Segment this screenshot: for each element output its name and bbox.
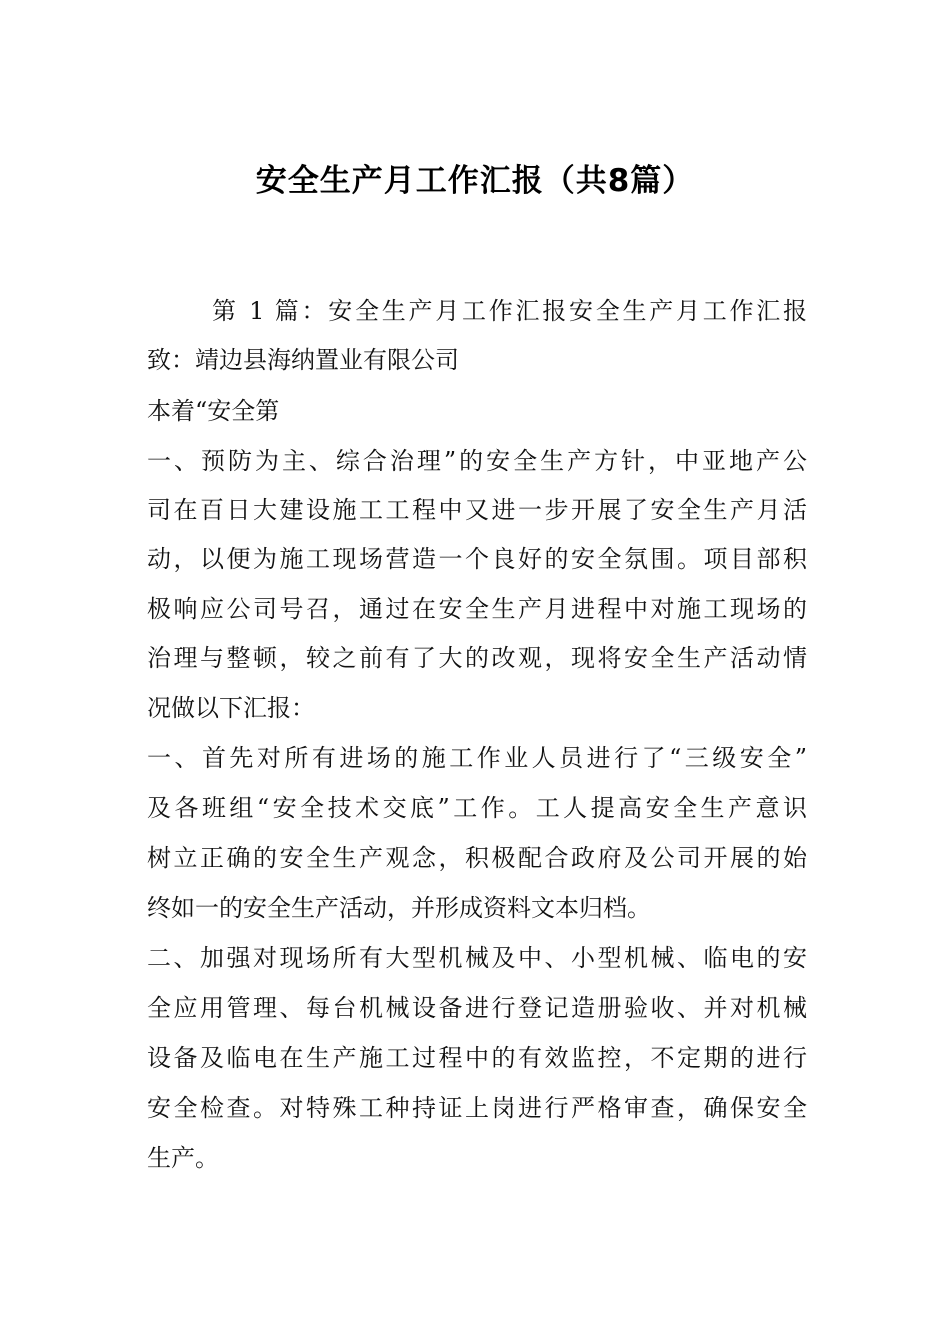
paragraph-line: 动，以便为施工现场营造一个良好的安全氛围。项目部积: [147, 545, 807, 573]
paragraph-line: 一、预防为主、综合治理”的安全生产方针，中亚地产公: [147, 447, 807, 475]
paragraph-line: 安全检查。对特殊工种持证上岗进行严格审查，确保安全: [147, 1094, 807, 1122]
paragraph-line: 二、加强对现场所有大型机械及中、小型机械、临电的安: [147, 944, 807, 972]
paragraph-line: 本着“安全第: [147, 397, 280, 425]
paragraph-line: 治理与整顿，较之前有了大的改观，现将安全生产活动情: [147, 644, 807, 672]
paragraph-line: 一、首先对所有进场的施工作业人员进行了“三级安全”: [147, 744, 807, 772]
paragraph-line: 树立正确的安全生产观念，积极配合政府及公司开展的始: [147, 844, 807, 872]
document-title: 安全生产月工作汇报（共8篇）: [255, 163, 695, 199]
paragraph-line: 致：靖边县海纳置业有限公司: [147, 346, 459, 374]
paragraph-line: 生产。: [147, 1144, 219, 1172]
paragraph-line: 极响应公司号召，通过在安全生产月进程中对施工现场的: [147, 595, 807, 623]
paragraph-line: 终如一的安全生产活动，并形成资料文本归档。: [147, 894, 651, 922]
paragraph-line: 司在百日大建设施工工程中又进一步开展了安全生产月活: [147, 496, 807, 524]
paragraph-line: 设备及临电在生产施工过程中的有效监控，不定期的进行: [147, 1044, 807, 1072]
paragraph-line: 第 1 篇：安全生产月工作汇报安全生产月工作汇报: [212, 297, 807, 325]
paragraph-line: 及各班组“安全技术交底”工作。工人提高安全生产意识: [147, 794, 807, 822]
paragraph-line: 全应用管理、每台机械设备进行登记造册验收、并对机械: [147, 994, 807, 1022]
paragraph-line: 况做以下汇报：: [147, 694, 315, 722]
